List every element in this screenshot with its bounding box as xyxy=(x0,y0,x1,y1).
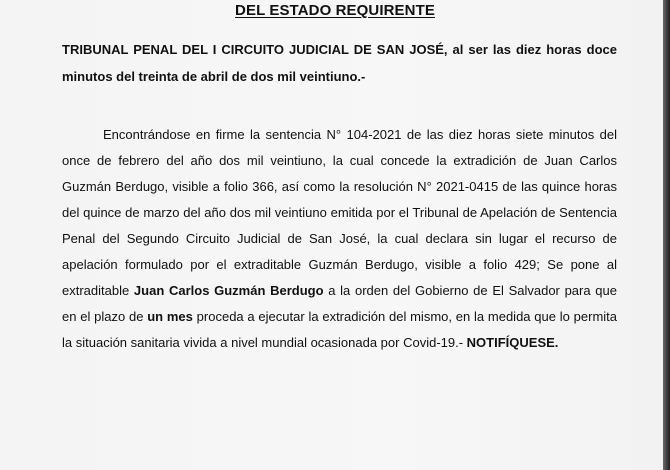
body-text-part-2: a la orden del Gobierno de El Salvador para que en el plazo de xyxy=(62,283,617,324)
intro-paragraph: TRIBUNAL PENAL DEL I CIRCUITO JUDICIAL DE SAN JOSÉ, al ser las diez horas doce minutos del treinta de abril de dos mil veintiuno.- xyxy=(62,42,617,84)
extraditable-name: Juan Carlos Guzmán Berdugo xyxy=(133,283,324,298)
notification-closing: NOTIFÍQUESE. xyxy=(466,335,559,350)
body-text-part-1: Encontrándose en firme la sentencia N° 104-2021 de las diez horas siete minutos del once de febrero del año dos mil veintiuno, la cual concede la extradición de Juan Carlos Guzmán Berdugo, visible a folio 366, así como la resolución N° 2021-0415 de las quince horas del quince de marzo del año dos mil veintiuno emitida por el Tribunal de Apelación de Sentencia Penal del Segundo Circuito Judicial de San José, la cual declara sin lugar el recurso de apelación formulado por el extraditable Guzmán Berdugo, visible a folio 429; Se pone al extraditable xyxy=(62,127,617,298)
resolution-paragraph xyxy=(62,122,617,356)
document-heading: DEL ESTADO REQUIRENTE xyxy=(235,2,435,19)
page-edge-shadow xyxy=(663,0,670,470)
body-text-part-3: proceda a ejecutar la extradición del mismo, en la medida que lo permita la situación sanitaria vivida a nivel mundial ocasionada por Covid-19.- xyxy=(62,309,617,350)
term-period: un mes xyxy=(147,309,193,324)
